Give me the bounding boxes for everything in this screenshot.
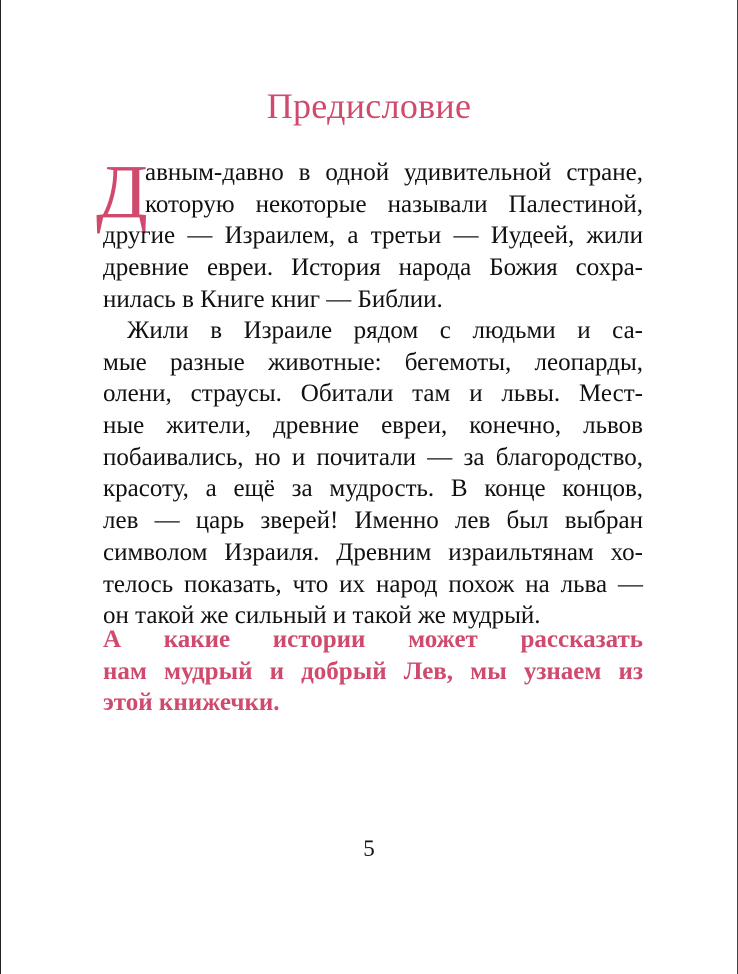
text-line: древние евреи. История народа Божия сохра-	[103, 254, 643, 282]
page-number: 5	[363, 836, 375, 861]
text-line: мые разные животные: бегемоты, леопарды,	[103, 348, 643, 376]
text-line: он такой же сильный и такой же мудрый.	[103, 602, 541, 630]
text-line: нилась в Книге книг — Библии.	[103, 285, 443, 313]
text-line: Жили в Израиле рядом с людьми и са-	[127, 317, 643, 344]
text-line: красоту, а ещё за мудрость. В конце концов,	[103, 475, 643, 503]
text-line: другие — Израилем, а третьи — Иудеей, жили	[103, 222, 643, 250]
paragraph-intro	[103, 157, 643, 315]
paragraph-animals	[103, 315, 643, 632]
highlight-line: этой книжечки.	[103, 689, 280, 716]
paragraph-highlight	[103, 624, 643, 719]
text-line: которую некоторые называли Палестиной,	[145, 190, 643, 218]
text-line: побаивались, но и почитали — за благородство,	[103, 443, 643, 471]
page-title: Предисловие	[266, 86, 472, 126]
page-left-edge	[0, 0, 1, 974]
text-line: олени, страусы. Обитали там и львы. Мест-	[103, 380, 643, 408]
highlight-line: нам мудрый и добрый Лев, мы узнаем из	[103, 657, 643, 685]
text-line: телось показать, что их народ похож на льва —	[103, 570, 643, 598]
text-line: лев — царь зверей! Именно лев был выбран	[103, 507, 643, 535]
text-line: авным-давно в одной удивительной стране,	[145, 159, 643, 186]
drop-cap: Д	[96, 150, 148, 234]
text-line: символом Израиля. Древним израильтянам хо-	[103, 538, 643, 566]
text-line: ные жители, древние евреи, конечно, львов	[103, 412, 643, 440]
highlight-line: А какие истории может рассказать	[103, 626, 643, 653]
